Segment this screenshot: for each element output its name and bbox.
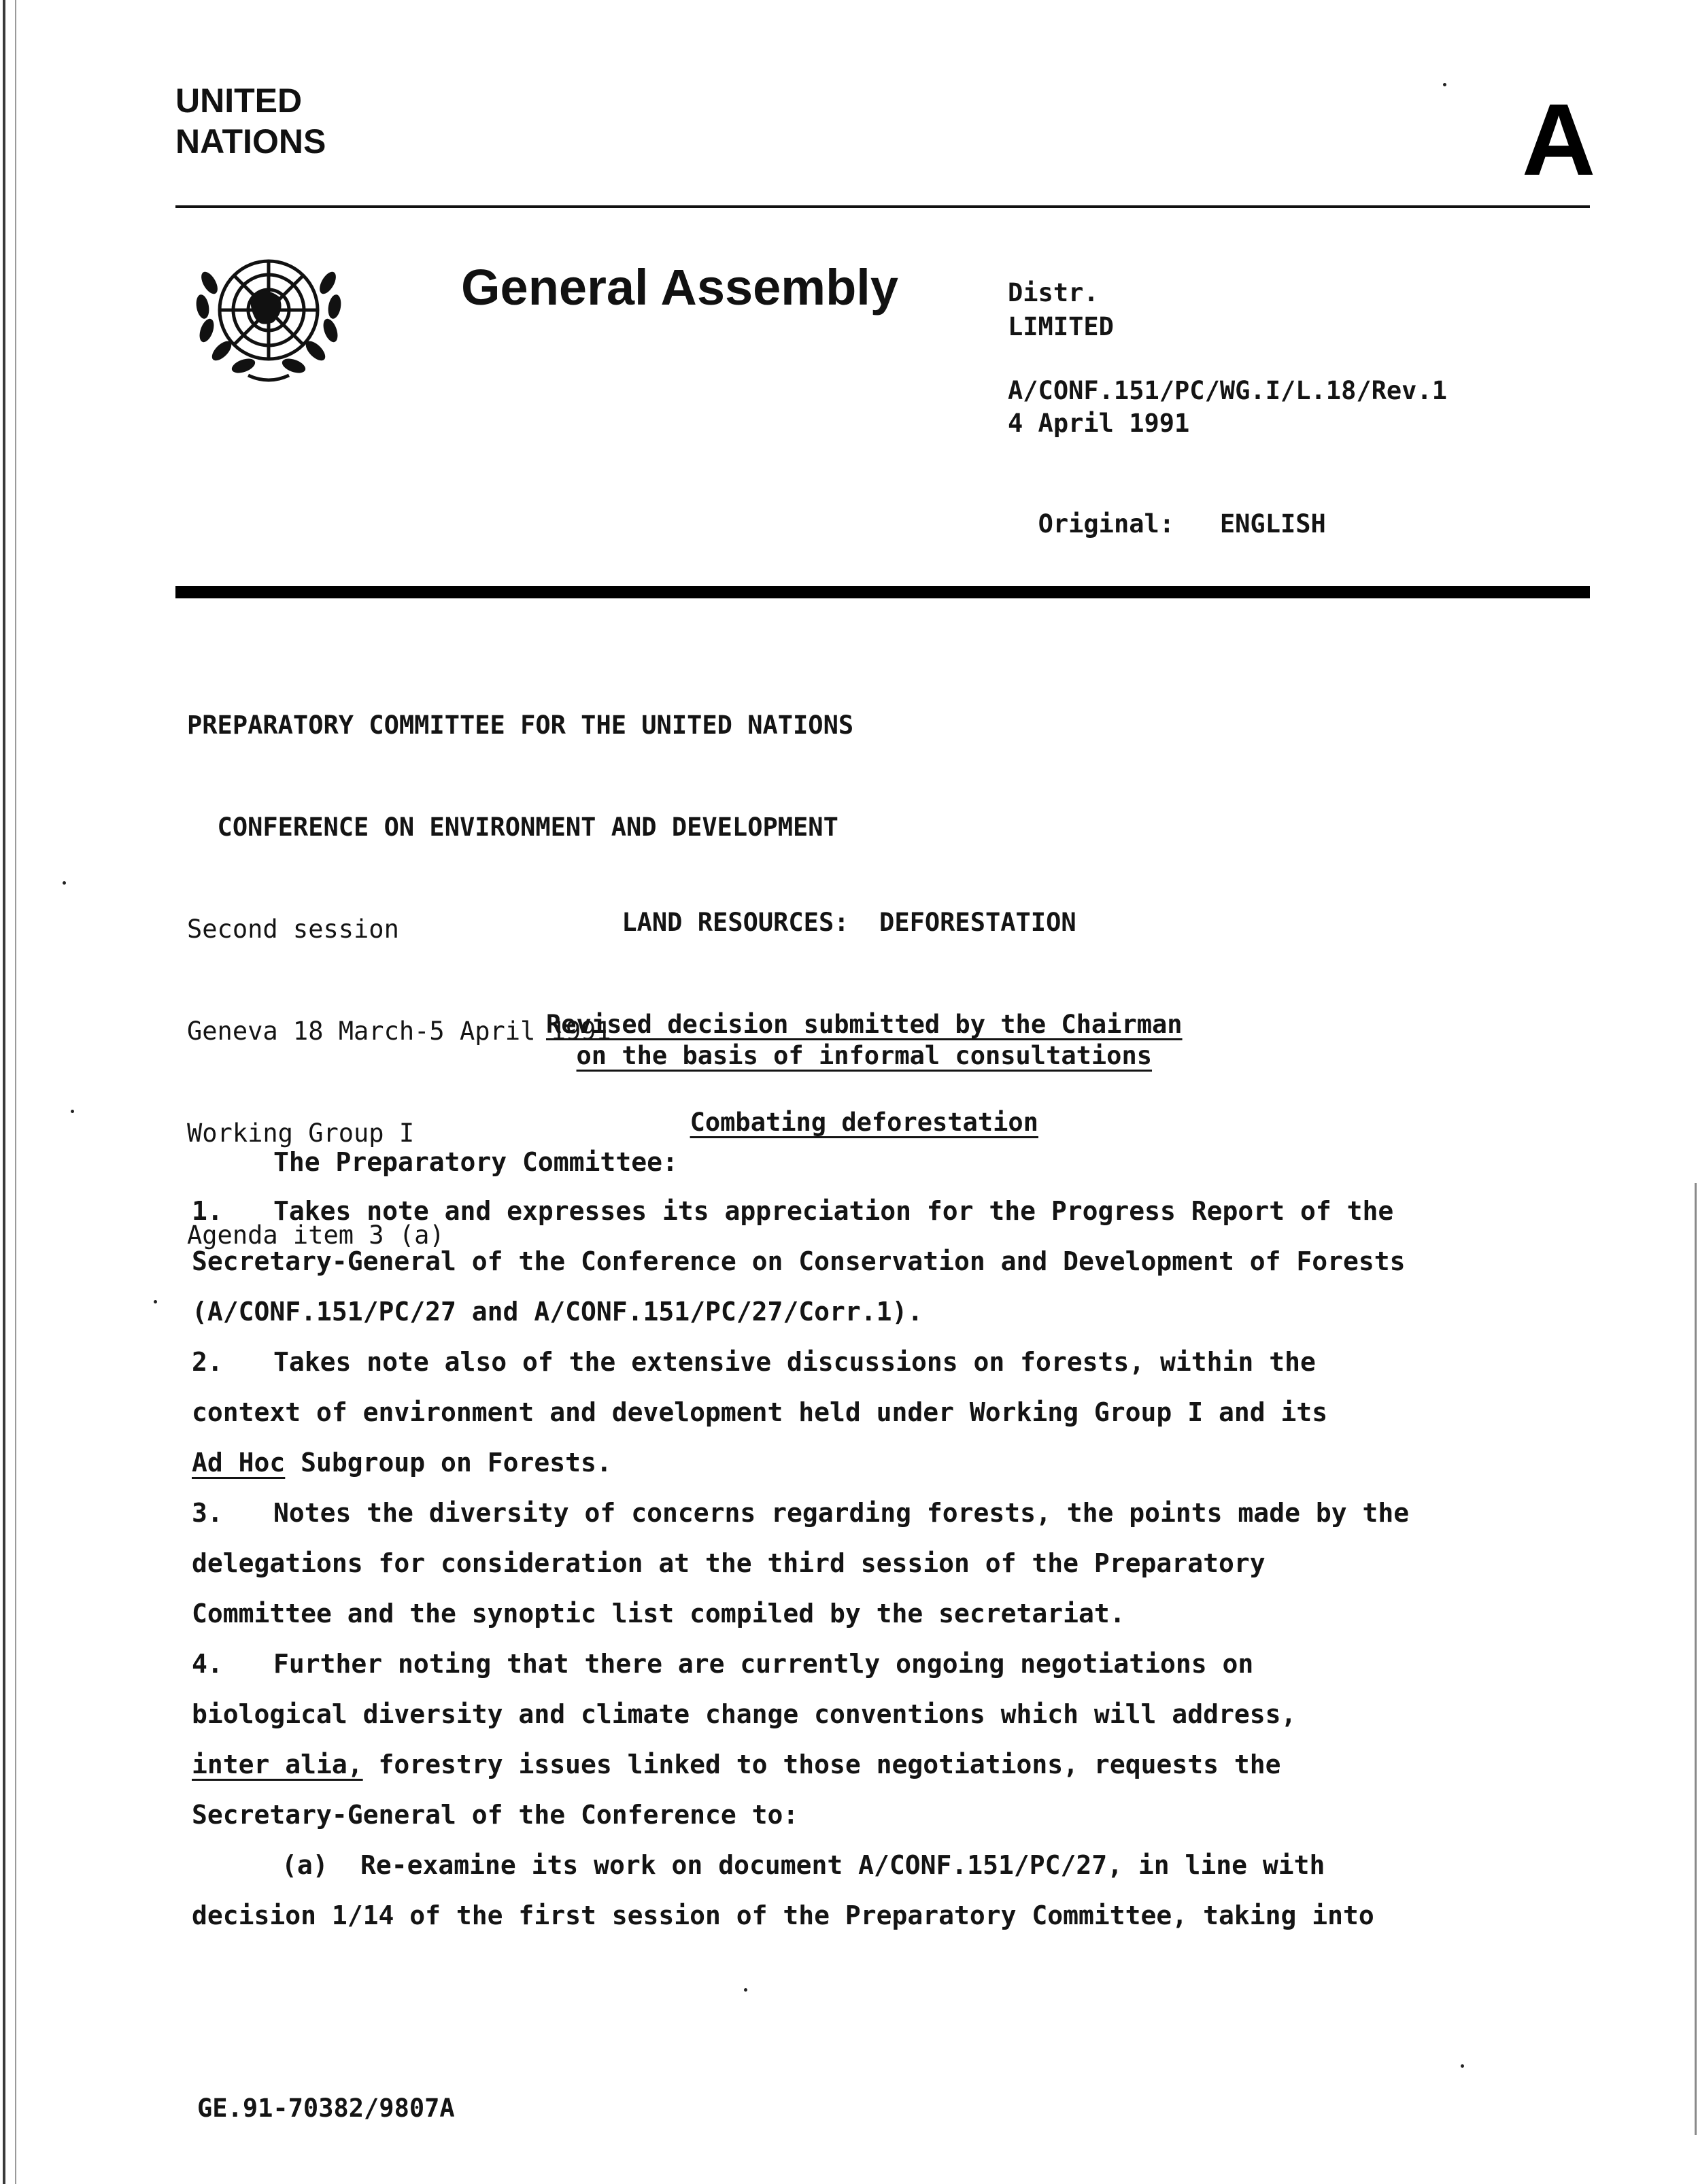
- paragraph-line: Re-examine its work on document A/CONF.151/PC/27, in line with: [360, 1850, 1325, 1880]
- document-series-letter: A: [1522, 82, 1596, 197]
- paragraph-line-rest: Subgroup on Forests.: [285, 1448, 612, 1478]
- paragraph-line: [192, 1437, 612, 1488]
- original-language-label: Original:: [1038, 509, 1175, 539]
- organization-line: NATIONS: [175, 122, 326, 160]
- paragraph-line: Secretary-General of the Conference on Conservation and Development of Forests: [192, 1246, 1406, 1276]
- paragraph-number: 1.: [192, 1196, 223, 1226]
- preamble: The Preparatory Committee:: [273, 1147, 678, 1177]
- paragraph-line: Notes the diversity of concerns regarding forests, the points made by the: [273, 1498, 1410, 1528]
- header-divider: [175, 205, 1590, 208]
- document-symbol: A/CONF.151/PC/WG.I/L.18/Rev.1: [1008, 376, 1448, 405]
- topic-heading-text: Combating deforestation: [690, 1108, 1038, 1137]
- scan-speck: [154, 1300, 157, 1303]
- paragraph-number: 3.: [192, 1498, 223, 1528]
- paragraph-line: (A/CONF.151/PC/27 and A/CONF.151/PC/27/Corr.1).: [192, 1297, 923, 1327]
- job-number: GE.91-70382/9807A: [197, 2094, 455, 2123]
- paragraph-line: decision 1/14 of the first session of the Preparatory Committee, taking into: [192, 1900, 1374, 1930]
- paragraph-number: 2.: [192, 1347, 223, 1377]
- committee-line: Working Group I: [187, 1119, 415, 1148]
- distribution-value: LIMITED: [1008, 312, 1114, 341]
- paragraph-line: context of environment and development held under Working Group I and its: [192, 1397, 1328, 1427]
- committee-line: CONFERENCE ON ENVIRONMENT AND DEVELOPMENT: [187, 813, 838, 842]
- paragraph-line: Takes note and expresses its appreciation for the Progress Report of the: [273, 1196, 1394, 1226]
- organization-line: UNITED: [175, 82, 303, 120]
- subparagraph-label: (a): [282, 1850, 328, 1880]
- paragraph-line: Further noting that there are currently ongoing negotiations on: [273, 1649, 1254, 1679]
- paragraph-line-rest: forestry issues linked to those negotiations, requests the: [362, 1750, 1281, 1779]
- committee-line: Agenda item 3 (a): [187, 1221, 445, 1250]
- document-date: 4 April 1991: [1008, 409, 1190, 438]
- subject-heading: LAND RESOURCES: DEFORESTATION: [622, 908, 1076, 937]
- decision-heading: [0, 1005, 1698, 1073]
- scan-speck: [1443, 83, 1446, 86]
- latin-term: inter alia,: [192, 1750, 363, 1779]
- header-thick-divider: [175, 586, 1590, 598]
- scan-speck: [63, 881, 66, 885]
- committee-line: PREPARATORY COMMITTEE FOR THE UNITED NATIONS: [187, 711, 854, 740]
- topic-heading: [0, 1072, 1698, 1140]
- committee-line: Geneva 18 March-5 April 1991: [187, 1017, 611, 1046]
- paragraph-line: Secretary-General of the Conference to:: [192, 1800, 799, 1830]
- original-language: [1008, 473, 1326, 541]
- paragraph-number: 4.: [192, 1649, 223, 1679]
- paragraph-line: [192, 1739, 1280, 1790]
- page-title: General Assembly: [461, 259, 899, 315]
- paragraph-line: Takes note also of the extensive discussions on forests, within the: [273, 1347, 1316, 1377]
- paragraph-line: biological diversity and climate change conventions which will address,: [192, 1699, 1297, 1729]
- latin-term: Ad Hoc: [192, 1448, 286, 1478]
- paragraph-line: delegations for consideration at the third session of the Preparatory: [192, 1548, 1266, 1578]
- committee-line: Second session: [187, 915, 399, 944]
- original-language-value: ENGLISH: [1219, 509, 1326, 539]
- decision-heading-line: Revised decision submitted by the Chairman: [545, 1010, 1183, 1039]
- organization-name: [175, 80, 326, 162]
- scan-speck: [1461, 2064, 1464, 2068]
- scan-speck: [744, 1988, 747, 1992]
- decision-heading-line: on the basis of informal consultations: [576, 1041, 1153, 1070]
- scan-edge: [1695, 1183, 1697, 2135]
- un-emblem-icon: [184, 242, 354, 388]
- paragraph-line: Committee and the synoptic list compiled by the secretariat.: [192, 1599, 1125, 1628]
- distribution-label: Distr.: [1008, 278, 1099, 307]
